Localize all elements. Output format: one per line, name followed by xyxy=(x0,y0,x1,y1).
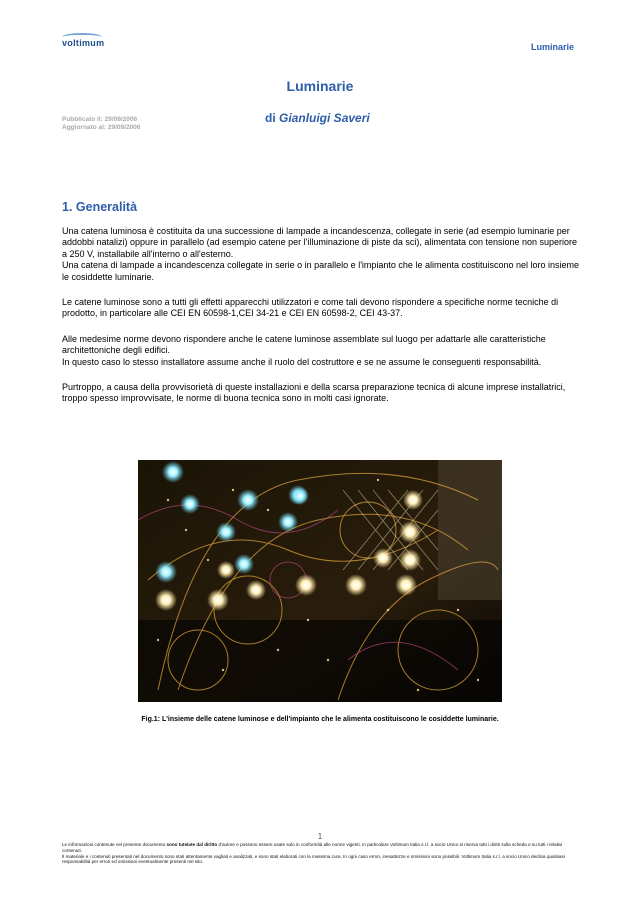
paragraph: Le catene luminose sono a tutti gli effetti apparecchi utilizzatori e come tali devono rispondere a specifiche norme tecniche di prodotto, in particolare alle CEI EN 60598-1,CEI 34-21 e CEI EN 60598-2, CEI 43-37. xyxy=(62,297,559,319)
paragraph: Purtroppo, a causa della provvisorietà di queste installazioni e della scarsa preparazione tecnica di alcune imprese installatrici, troppo spesso improvvisate, le norme di buona tecnica sono in molti casi ignorate. xyxy=(62,382,566,404)
legal-footer: Le informazioni contenute nel presente documento sono tutelate dal diritto d'autore e possono essere usate solo in conformità alle norme vigenti. In particolare Voltimum Italia s.r.l. a socio Unico si riserva tutti i diritti sulla scheda e su tutti i relativi contenuti. Il materiale e i contenuti presentati nel documento sono stati attentamente vagliati e analizzati, e sono stati elaborati con la massima cura. In ogni caso errori, inesattezze e omissioni sono possibili. Voltimum Italia s.r.l. a socio Unico declina qualsiasi responsabilità per errori ed omissioni eventualmente presenti nel sito. xyxy=(62,842,565,865)
updated-date: Aggiornato al: 29/09/2006 xyxy=(62,124,141,131)
published-date: Pubblicato il: 29/09/2006 xyxy=(62,116,138,123)
body-text xyxy=(62,226,580,419)
paragraph: Alle medesime norme devono rispondere anche le catene luminose assemblate sul luogo per adattarle alle caratteristiche architettoniche degli edifici. In questo caso lo stesso installatore assume anche il ruolo del costruttore e se ne assume le conseguenti responsabilità. xyxy=(62,333,546,367)
author-name: Gianluigi Saveri xyxy=(279,111,370,125)
luminarie-photo xyxy=(138,460,502,702)
publication-meta xyxy=(62,116,140,132)
author-prefix: di xyxy=(265,111,276,125)
section-heading: 1. Generalità xyxy=(62,200,138,214)
voltimum-logo: voltimum xyxy=(62,38,104,48)
author-line xyxy=(265,111,370,125)
figure-caption: Fig.1: L'insieme delle catene luminose e dell'impianto che le alimenta costituiscono le cosiddette luminarie. xyxy=(141,716,499,723)
header-section-label: Luminarie xyxy=(530,42,574,52)
page-title: Luminarie xyxy=(286,78,354,94)
page-number: 1 xyxy=(317,832,323,841)
paragraph: Una catena luminosa è costituita da una successione di lampade a incandescenza, collegate in serie (ad esempio luminarie per addobbi natalizi) oppure in parallelo (ad esempio catene per l'illuminazione di piste da sci), alimentata con tensione non superiore a 250 V, installabile all'interno o all'esterno. Una catena di lampade a incandescenza collegate in serie o in parallelo e l'impianto che le alimenta costituiscono nel loro insieme le cosiddette luminarie. xyxy=(62,226,580,282)
